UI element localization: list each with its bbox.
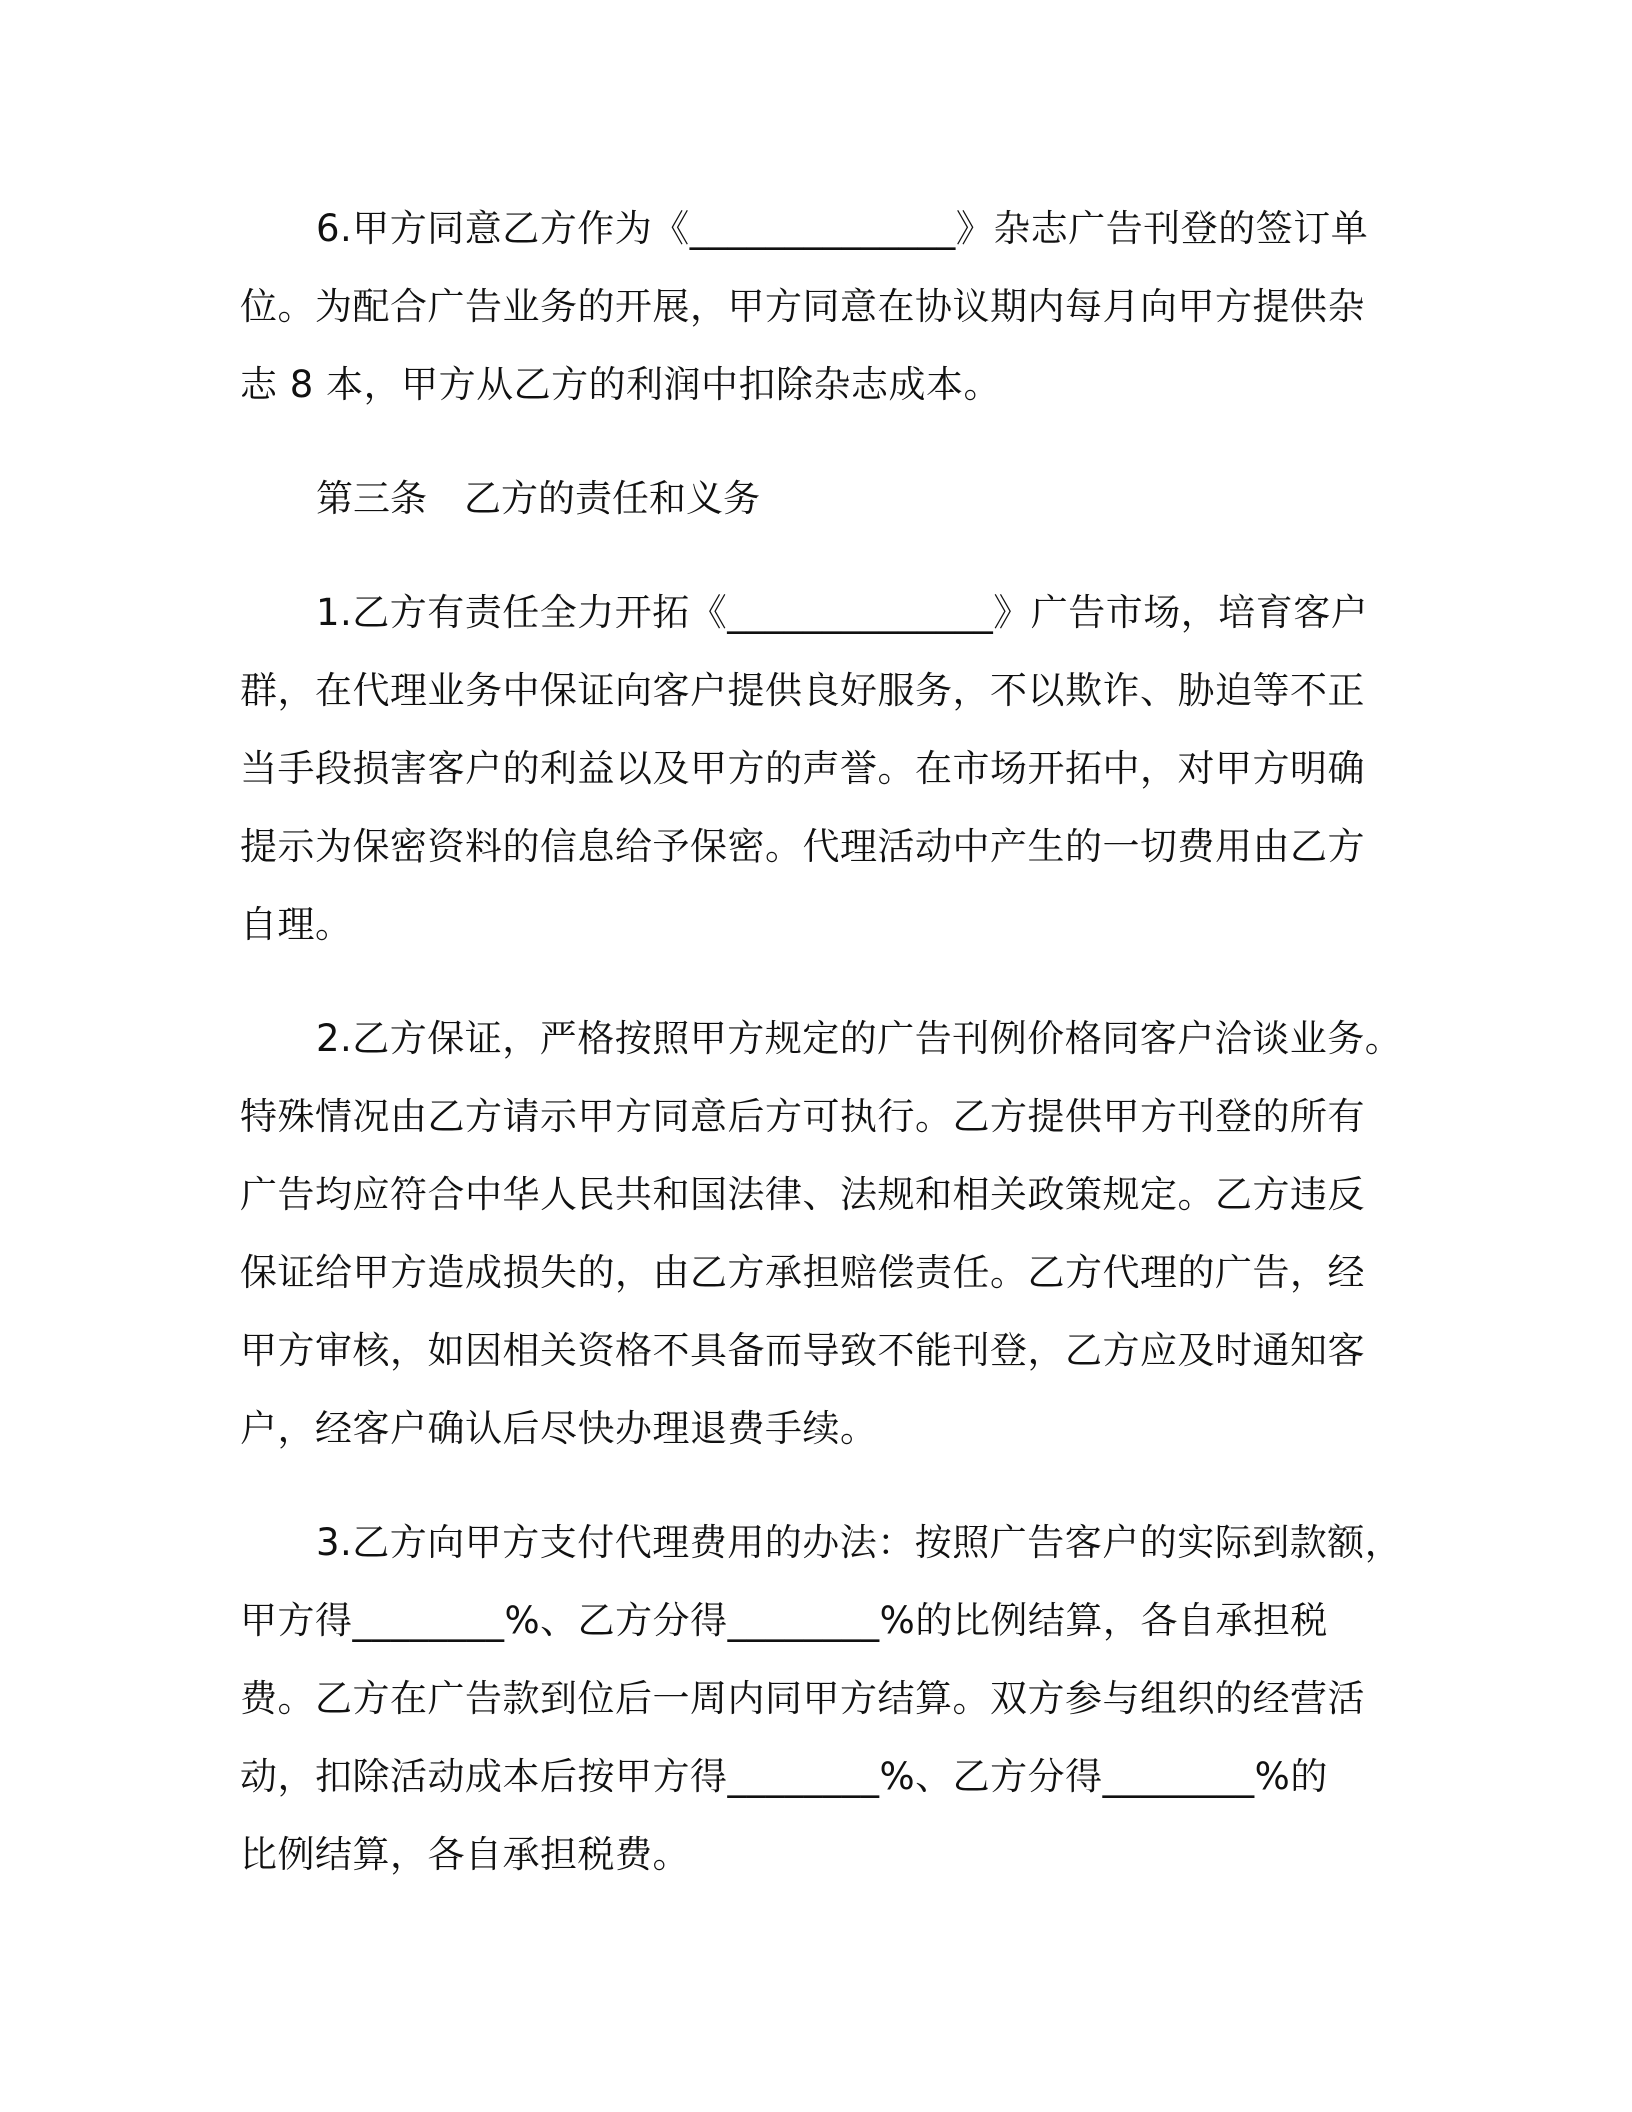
text-line: 志 8 本，甲方从乙方的利润中扣除杂志成本。 bbox=[240, 363, 1002, 406]
text-line: 提示为保密资料的信息给予保密。代理活动中产生的一切费用由乙方 bbox=[240, 825, 1365, 868]
text-line: 当手段损害客户的利益以及甲方的声誉。在市场开拓中，对甲方明确 bbox=[240, 747, 1365, 790]
text-line: 2.乙方保证，严格按照甲方规定的广告刊例价格同客户洽谈业务。 bbox=[316, 1017, 1403, 1060]
text-line: 1.乙方有责任全力开拓《______________》广告市场，培育客户 bbox=[316, 591, 1369, 634]
text-line: 户，经客户确认后尽快办理退费手续。 bbox=[240, 1407, 878, 1450]
text-line: 比例结算，各自承担税费。 bbox=[240, 1833, 690, 1876]
text-line: 位。为配合广告业务的开展，甲方同意在协议期内每月向甲方提供杂 bbox=[240, 285, 1365, 328]
text-line: 特殊情况由乙方请示甲方同意后方可执行。乙方提供甲方刊登的所有 bbox=[240, 1095, 1365, 1138]
text-line: 费。乙方在广告款到位后一周内同甲方结算。双方参与组织的经营活 bbox=[240, 1677, 1365, 1720]
text-line: 群，在代理业务中保证向客户提供良好服务，不以欺诈、胁迫等不正 bbox=[240, 669, 1365, 712]
text-line: 甲方得________%、乙方分得________%的比例结算，各自承担税 bbox=[240, 1599, 1328, 1642]
text-line: 保证给甲方造成损失的，由乙方承担赔偿责任。乙方代理的广告，经 bbox=[240, 1251, 1365, 1294]
text-line: 甲方审核，如因相关资格不具备而导致不能刊登，乙方应及时通知客 bbox=[240, 1329, 1365, 1372]
clause-3-paragraph bbox=[240, 1504, 1403, 1894]
clause-1-paragraph bbox=[240, 574, 1380, 964]
text-line: 广告均应符合中华人民共和国法律、法规和相关政策规定。乙方违反 bbox=[240, 1173, 1365, 1216]
text-line: 自理。 bbox=[240, 903, 353, 946]
clause-6-paragraph bbox=[240, 190, 1380, 424]
article-3-heading: 第三条 乙方的责任和义务 bbox=[316, 477, 760, 520]
text-line: 6.甲方同意乙方作为《______________》杂志广告刊登的签订单 bbox=[316, 207, 1369, 250]
clause-2-paragraph bbox=[240, 1000, 1403, 1468]
text-line: 3.乙方向甲方支付代理费用的办法：按照广告客户的实际到款额， bbox=[316, 1521, 1403, 1564]
text-line: 动，扣除活动成本后按甲方得________%、乙方分得________%的 bbox=[240, 1755, 1328, 1798]
document-page bbox=[240, 190, 1403, 1930]
